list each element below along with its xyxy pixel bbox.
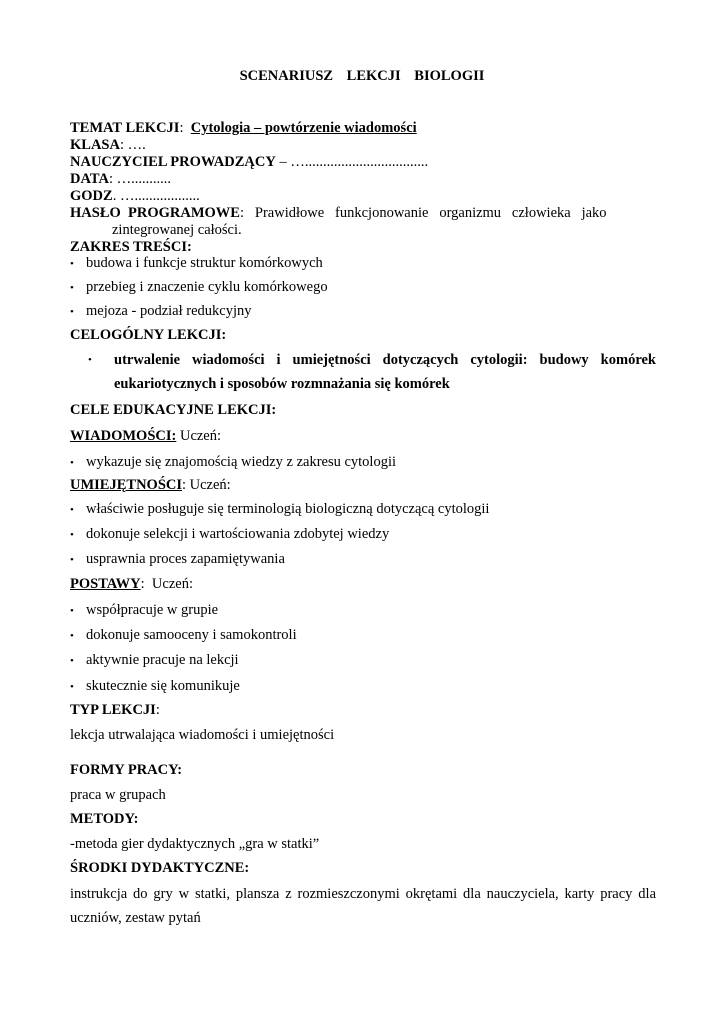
general-aim-item bbox=[88, 352, 656, 392]
list-item: • skutecznie się komunikuje bbox=[70, 678, 240, 694]
work-forms-value: praca w grupach bbox=[70, 787, 166, 803]
date-line bbox=[70, 171, 171, 188]
list-item: • aktywnie pracuje na lekcji bbox=[70, 652, 239, 668]
knowledge-suffix: Uczeń: bbox=[176, 428, 222, 444]
attitudes-label: POSTAWY bbox=[70, 576, 141, 592]
general-aim-line-2: eukariotycznych i sposobów rozmnażania się komórek bbox=[114, 376, 450, 392]
methods-heading: METODY: bbox=[70, 811, 139, 827]
bullet-icon: • bbox=[70, 306, 74, 318]
skills-suffix: : Uczeń: bbox=[182, 477, 231, 493]
topic-value: Cytologia – powtórzenie wiadomości bbox=[190, 120, 417, 136]
list-item: • wykazuje się znajomością wiedzy z zakresu cytologii bbox=[70, 454, 397, 470]
bullet-icon: • bbox=[70, 554, 74, 566]
bullet-icon: • bbox=[88, 354, 92, 366]
page-title: SCENARIUSZ LEKCJI BIOLOGII bbox=[239, 68, 485, 84]
list-item: • mejoza - podział redukcyjny bbox=[70, 303, 252, 319]
lesson-type-value: lekcja utrwalająca wiadomości i umiejętności bbox=[70, 727, 335, 743]
methods-value: -metoda gier dydaktycznych „gra w statki” bbox=[70, 836, 320, 852]
attitudes-suffix: : Uczeń: bbox=[140, 576, 193, 592]
program-line bbox=[70, 205, 607, 222]
teaching-aids-heading: ŚRODKI DYDAKTYCZNE: bbox=[70, 860, 250, 876]
list-item: • przebieg i znaczenie cyklu komórkowego bbox=[70, 279, 328, 295]
topic-line bbox=[70, 120, 417, 137]
bullet-icon: • bbox=[70, 504, 74, 516]
teacher-label: NAUCZYCIEL PROWADZĄCY bbox=[70, 154, 276, 170]
teaching-aids-line-1: instrukcja do gry w statki, plansza z rozmieszczonymi okrętami dla nauczyciela, karty pracy dla bbox=[70, 886, 656, 902]
bullet-icon: • bbox=[70, 529, 74, 541]
scope-heading: ZAKRES TREŚCI: bbox=[70, 239, 192, 255]
bullet-icon: • bbox=[70, 655, 74, 667]
list-item: • usprawnia proces zapamiętywania bbox=[70, 551, 285, 567]
date-label: DATA bbox=[70, 171, 109, 187]
program-value-2: zintegrowanej całości. bbox=[112, 222, 242, 238]
bullet-icon: • bbox=[70, 630, 74, 642]
list-item: • współpracuje w grupie bbox=[70, 602, 219, 618]
class-value: : …. bbox=[119, 137, 146, 153]
date-value: : …........... bbox=[108, 171, 171, 187]
hour-line bbox=[70, 188, 200, 205]
attitudes-heading bbox=[70, 576, 193, 593]
general-aim-line-1: utrwalenie wiadomości i umiejętności dotyczących cytologii: budowy komórek bbox=[114, 352, 656, 368]
lesson-type-heading: TYP LEKCJI: bbox=[70, 702, 160, 718]
skills-heading bbox=[70, 477, 231, 494]
topic-label: TEMAT LEKCJI bbox=[70, 120, 180, 136]
work-forms-heading: FORMY PRACY: bbox=[70, 762, 183, 778]
program-value-1: : Prawidłowe funkcjonowanie organizmu człowieka jako bbox=[239, 205, 607, 221]
list-item: • dokonuje selekcji i wartościowania zdobytej wiedzy bbox=[70, 526, 390, 542]
general-aim-heading: CELOGÓLNY LEKCJI: bbox=[70, 327, 227, 343]
knowledge-heading bbox=[70, 428, 221, 445]
topic-sep: : bbox=[179, 120, 184, 136]
list-item: • budowa i funkcje struktur komórkowych bbox=[70, 255, 323, 271]
bullet-icon: • bbox=[70, 681, 74, 693]
list-item: • właściwie posługuje się terminologią biologiczną dotyczącą cytologii bbox=[70, 501, 490, 517]
hour-label: GODZ bbox=[70, 188, 113, 204]
class-line bbox=[70, 137, 146, 154]
objectives-heading: CELE EDUKACYJNE LEKCJI: bbox=[70, 402, 277, 418]
class-label: KLASA bbox=[70, 137, 120, 153]
bullet-icon: • bbox=[70, 457, 74, 469]
teacher-line bbox=[70, 154, 428, 171]
bullet-icon: • bbox=[70, 258, 74, 270]
bullet-icon: • bbox=[70, 605, 74, 617]
knowledge-label: WIADOMOŚCI: bbox=[70, 428, 177, 444]
program-label: HASŁO PROGRAMOWE bbox=[70, 205, 240, 221]
lesson-type-label: TYP LEKCJI bbox=[70, 702, 156, 718]
hour-value: . ….................. bbox=[112, 188, 200, 204]
skills-label: UMIEJĘTNOŚCI bbox=[70, 477, 182, 493]
teaching-aids-line-2: uczniów, zestaw pytań bbox=[70, 910, 201, 926]
bullet-icon: • bbox=[70, 282, 74, 294]
list-item: • dokonuje samooceny i samokontroli bbox=[70, 627, 297, 643]
teacher-value: – ….................................. bbox=[275, 154, 429, 170]
